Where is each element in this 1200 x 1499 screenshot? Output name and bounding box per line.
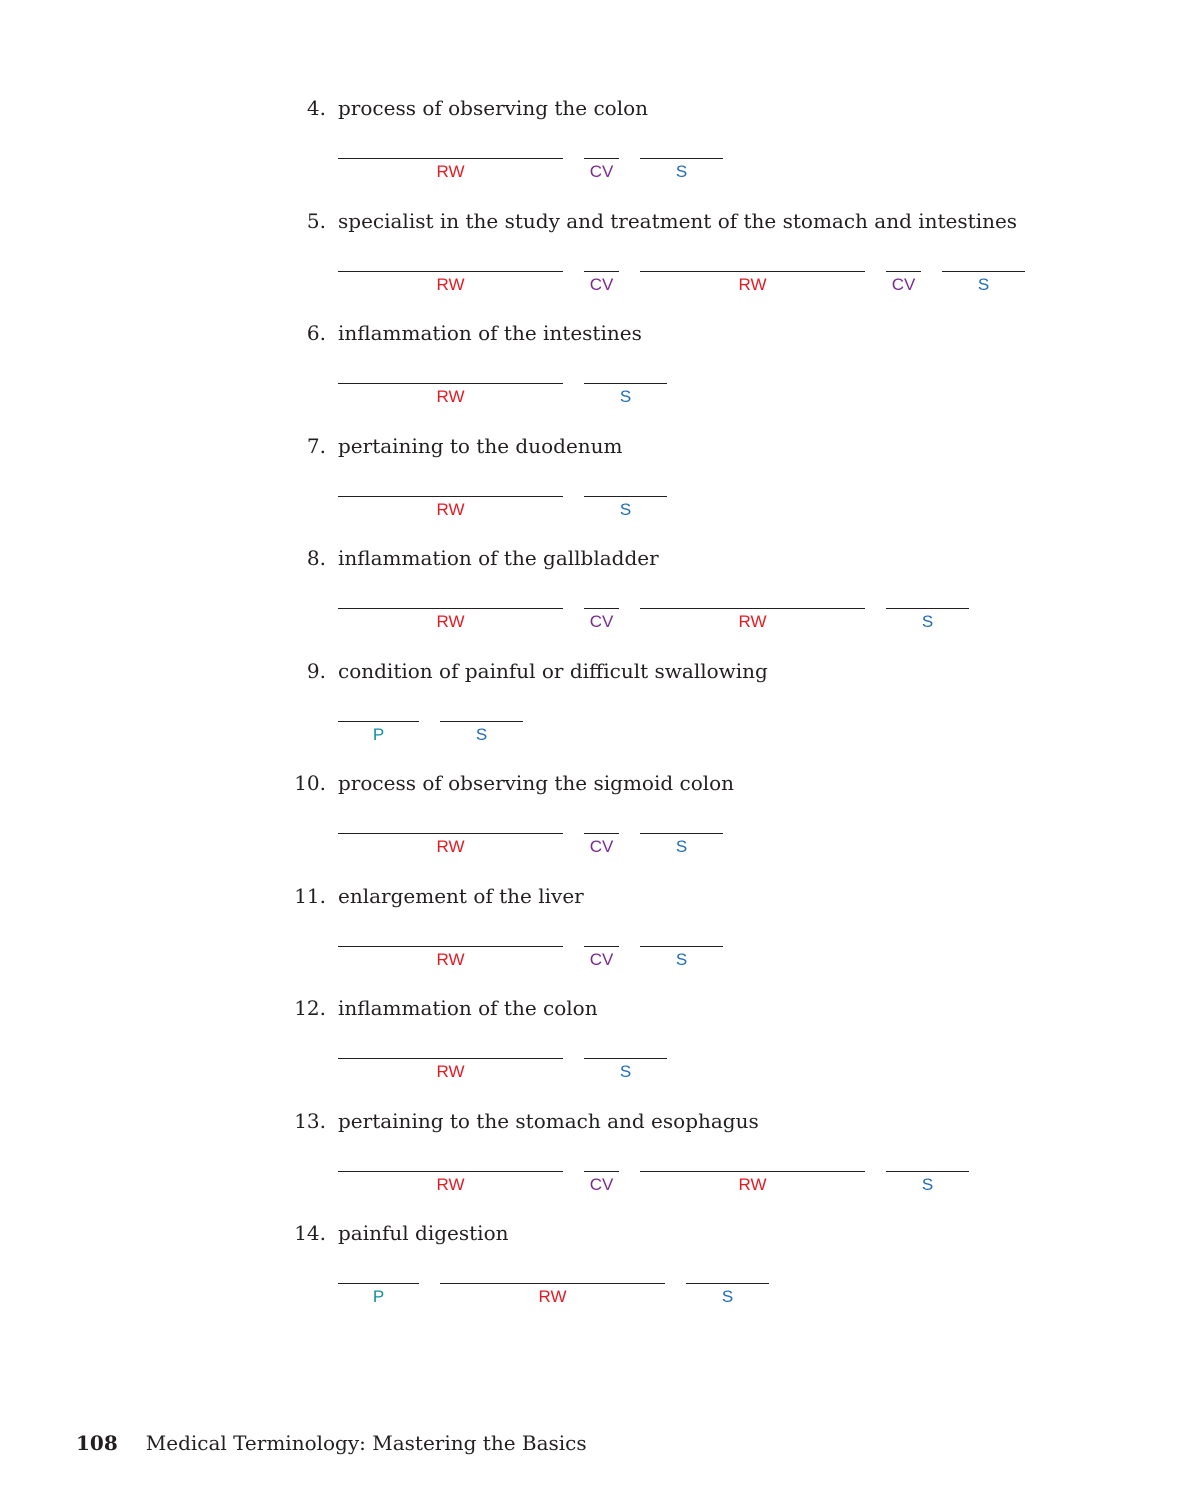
answer-line — [338, 608, 563, 609]
answer-blank-rw[interactable] — [338, 608, 563, 638]
answer-blank-cv[interactable] — [886, 271, 921, 301]
answer-line — [584, 1171, 619, 1172]
answer-blank-rw[interactable] — [338, 271, 563, 301]
answer-line — [584, 383, 667, 384]
word-part-label: RW — [738, 274, 767, 294]
exercise-prompt: condition of painful or difficult swallowing — [338, 658, 768, 683]
exercise-prompt: pertaining to the stomach and esophagus — [338, 1108, 759, 1133]
exercise-item — [0, 209, 1200, 309]
word-part-label: P — [372, 724, 385, 744]
exercise-item — [0, 546, 1200, 646]
exercise-number: 5. — [306, 208, 326, 233]
exercise-item — [0, 771, 1200, 871]
answer-line — [338, 158, 563, 159]
answer-line — [640, 833, 723, 834]
answer-line — [338, 1058, 563, 1059]
book-title: Medical Terminology: Mastering the Basics — [145, 1431, 587, 1455]
word-part-label: S — [675, 949, 688, 969]
answer-line — [338, 1283, 419, 1284]
word-part-label: RW — [436, 162, 465, 181]
answer-blank-rw[interactable] — [338, 1171, 563, 1201]
answer-line — [942, 271, 1025, 272]
word-part-label: P — [372, 1287, 385, 1306]
word-part-label: S — [475, 724, 488, 744]
answer-blank-cv[interactable] — [584, 608, 619, 638]
exercise-item — [0, 659, 1200, 759]
word-part-label: S — [619, 499, 632, 519]
exercise-prompt: specialist in the study and treatment of the stomach and intestines — [338, 208, 1018, 233]
answer-line — [640, 608, 865, 609]
exercise-prompt: process of observing the colon — [338, 96, 649, 120]
word-part-label: RW — [436, 837, 465, 856]
exercise-item — [0, 434, 1200, 534]
answer-blank-s[interactable] — [640, 946, 723, 976]
exercise-item — [0, 1221, 1200, 1321]
word-part-label: CV — [589, 1174, 614, 1194]
answer-line — [886, 1171, 969, 1172]
word-part-label: S — [619, 387, 632, 406]
word-part-label: CV — [589, 162, 614, 181]
answer-blank-s[interactable] — [640, 833, 723, 863]
answer-line — [886, 271, 921, 272]
word-part-label: RW — [738, 612, 767, 631]
answer-line — [640, 271, 865, 272]
word-part-label: CV — [891, 274, 916, 294]
answer-blank-cv[interactable] — [584, 946, 619, 976]
answer-line — [584, 608, 619, 609]
exercise-prompt: pertaining to the duodenum — [338, 433, 623, 458]
answer-line — [640, 1171, 865, 1172]
word-part-label: S — [921, 1174, 934, 1194]
exercise-number: 10. — [294, 771, 326, 795]
answer-line — [584, 1058, 667, 1059]
answer-blank-rw[interactable] — [338, 383, 563, 413]
answer-line — [338, 1171, 563, 1172]
answer-line — [338, 383, 563, 384]
word-part-label: RW — [436, 1062, 465, 1081]
exercise-number: 7. — [306, 433, 326, 458]
answer-blank-s[interactable] — [942, 271, 1025, 301]
answer-blank-rw[interactable] — [440, 1283, 665, 1313]
answer-blank-cv[interactable] — [584, 833, 619, 863]
answer-blank-rw[interactable] — [640, 608, 865, 638]
answer-blank-rw[interactable] — [338, 496, 563, 526]
exercise-number: 8. — [306, 546, 326, 570]
answer-line — [584, 158, 619, 159]
answer-line — [338, 496, 563, 497]
exercise-item — [0, 884, 1200, 984]
answer-blank-cv[interactable] — [584, 158, 619, 188]
exercise-item — [0, 321, 1200, 421]
answer-line — [338, 833, 563, 834]
exercise-number: 14. — [294, 1221, 326, 1245]
word-part-label: RW — [538, 1287, 567, 1306]
answer-blank-cv[interactable] — [584, 1171, 619, 1201]
answer-line — [640, 158, 723, 159]
word-part-label: RW — [436, 274, 465, 294]
answer-line — [584, 496, 667, 497]
answer-line — [440, 721, 523, 722]
exercise-number: 6. — [306, 321, 326, 345]
answer-line — [584, 946, 619, 947]
word-part-label: S — [619, 1062, 632, 1081]
page-footer — [76, 1430, 587, 1456]
answer-blank-p[interactable] — [338, 721, 419, 751]
answer-blank-rw[interactable] — [640, 271, 865, 301]
answer-line — [686, 1283, 769, 1284]
word-part-label: RW — [436, 949, 465, 969]
exercise-prompt: inflammation of the intestines — [338, 321, 642, 345]
answer-line — [338, 271, 563, 272]
word-part-label: RW — [436, 387, 465, 406]
answer-line — [640, 946, 723, 947]
answer-line — [886, 608, 969, 609]
exercise-number: 4. — [306, 96, 326, 120]
answer-blank-rw[interactable] — [640, 1171, 865, 1201]
answer-blank-rw[interactable] — [338, 158, 563, 188]
word-part-label: S — [721, 1287, 734, 1306]
exercise-prompt: inflammation of the gallbladder — [338, 546, 659, 570]
answer-line — [440, 1283, 665, 1284]
word-part-label: S — [921, 612, 934, 631]
word-part-label: RW — [436, 1174, 465, 1194]
answer-blank-s[interactable] — [584, 383, 667, 413]
answer-line — [584, 833, 619, 834]
word-part-label: RW — [436, 499, 465, 519]
exercise-number: 11. — [294, 883, 326, 908]
word-part-label: S — [675, 837, 688, 856]
page-number: 108 — [76, 1431, 118, 1455]
exercise-item — [0, 96, 1200, 196]
exercise-item — [0, 1109, 1200, 1209]
answer-blank-s[interactable] — [886, 608, 969, 638]
answer-blank-rw[interactable] — [338, 1058, 563, 1088]
exercise-item — [0, 996, 1200, 1096]
answer-blank-rw[interactable] — [338, 946, 563, 976]
word-part-label: RW — [738, 1174, 767, 1194]
word-part-label: CV — [589, 612, 614, 631]
exercise-prompt: inflammation of the colon — [338, 996, 598, 1020]
word-part-label: RW — [436, 612, 465, 631]
exercise-number: 12. — [294, 996, 326, 1020]
exercise-prompt: process of observing the sigmoid colon — [338, 771, 735, 795]
word-part-label: CV — [589, 837, 614, 856]
answer-line — [584, 271, 619, 272]
answer-blank-s[interactable] — [584, 1058, 667, 1088]
answer-blank-s[interactable] — [886, 1171, 969, 1201]
exercise-prompt: enlargement of the liver — [338, 883, 584, 908]
answer-line — [338, 721, 419, 722]
answer-blank-p[interactable] — [338, 1283, 419, 1313]
answer-line — [338, 946, 563, 947]
word-part-label: S — [977, 274, 990, 294]
answer-blank-rw[interactable] — [338, 833, 563, 863]
answer-blank-s[interactable] — [584, 496, 667, 526]
word-part-label: CV — [589, 274, 614, 294]
exercise-prompt: painful digestion — [338, 1221, 509, 1245]
word-part-label: S — [675, 162, 688, 181]
answer-blank-s[interactable] — [440, 721, 523, 751]
answer-blank-s[interactable] — [640, 158, 723, 188]
answer-blank-cv[interactable] — [584, 271, 619, 301]
answer-blank-s[interactable] — [686, 1283, 769, 1313]
exercise-number: 13. — [294, 1108, 326, 1133]
word-part-label: CV — [589, 949, 614, 969]
exercise-number: 9. — [306, 658, 326, 683]
